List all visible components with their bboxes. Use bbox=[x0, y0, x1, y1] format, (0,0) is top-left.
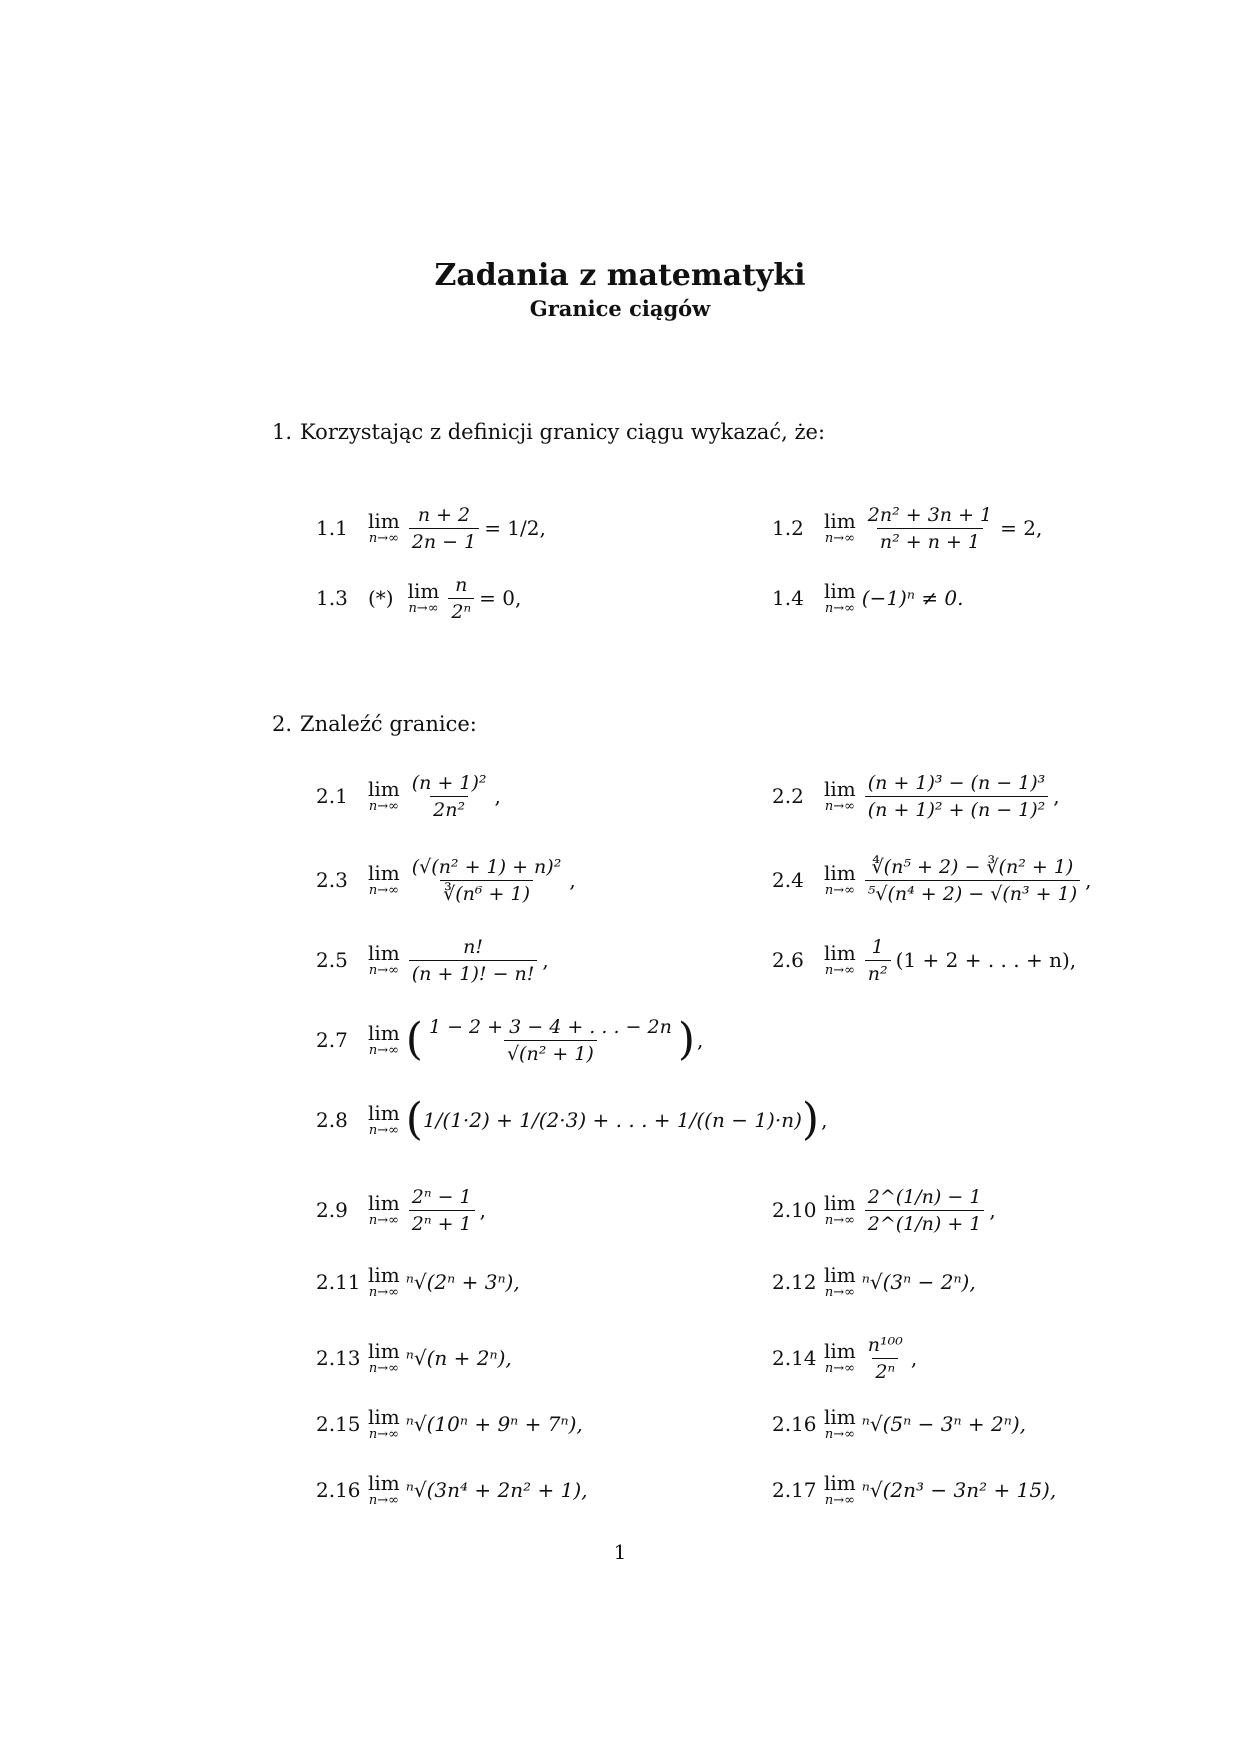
problem-number: 2.16 bbox=[316, 1478, 361, 1502]
expression-tail: , bbox=[821, 1108, 828, 1132]
fraction: $\frac{\text{(√(n² + 1) + n)²}}{\text{∛(n⁶ + 1)}}$ bbox=[411, 855, 562, 905]
expression-tail: , bbox=[494, 784, 501, 808]
problem-2-1 bbox=[316, 766, 501, 826]
problem-number: 2.7 bbox=[316, 1028, 348, 1052]
expression-tail: = 2, bbox=[1000, 516, 1043, 540]
section-number: 2. bbox=[272, 712, 293, 736]
expression-tail: , bbox=[696, 1028, 704, 1052]
problem-number: 1.3 bbox=[316, 586, 348, 610]
problem-2-10 bbox=[772, 1180, 996, 1240]
problem-number: 2.12 bbox=[772, 1270, 817, 1294]
fraction: $\frac{n}{\text{2ⁿ}}$ bbox=[448, 573, 474, 624]
fraction: $\frac{\text{(n + 1)²}}{\text{2n²}}$ bbox=[411, 771, 487, 821]
fraction: $\frac{1 - 2 + 3 - 4 + . . . - 2n}{\text{√(n² + 1)}}$ bbox=[428, 1015, 672, 1065]
fraction: $\frac{\text{n¹⁰⁰}}{\text{2ⁿ}}$ bbox=[867, 1333, 903, 1383]
expression: ⁿ√(10ⁿ + 9ⁿ + 7ⁿ), bbox=[405, 1412, 583, 1436]
page-subtitle: Granice ciągów bbox=[529, 296, 711, 321]
left-paren: ( bbox=[405, 1094, 423, 1145]
left-paren: ( bbox=[405, 1014, 423, 1065]
problem-2-11 bbox=[316, 1252, 520, 1312]
expression-tail: , bbox=[542, 948, 549, 972]
problem-2-14 bbox=[772, 1328, 917, 1388]
problem-2-4 bbox=[772, 850, 1092, 910]
expression-tail: , bbox=[479, 1198, 487, 1222]
problem-number: 2.10 bbox=[772, 1198, 817, 1222]
expression: ⁿ√(3ⁿ − 2ⁿ), bbox=[861, 1270, 976, 1294]
fraction: $\frac{\text{(n + 1)³ − (n − 1)³}}{\text{(n + 1)² + (n − 1)²}}$ bbox=[865, 771, 1049, 822]
problem-number: 2.2 bbox=[772, 784, 804, 808]
fraction: $\frac{\text{∜(n⁵ + 2) − ∛(n² + 1)}}{\text{⁵√(n⁴ + 2) − √(n³ + 1)}}$ bbox=[865, 855, 1080, 906]
limit-operator: lim n→∞ bbox=[824, 579, 856, 616]
problem-2-9 bbox=[316, 1180, 486, 1240]
problem-2-17 bbox=[772, 1460, 1056, 1520]
limit-operator: lim n→∞ bbox=[368, 1263, 400, 1300]
problem-2-16b bbox=[316, 1460, 588, 1520]
problem-1-4 bbox=[772, 568, 964, 628]
problem-number: 2.17 bbox=[772, 1478, 817, 1502]
limit-operator: lim n→∞ bbox=[824, 777, 856, 814]
expression-tail: , bbox=[569, 868, 576, 892]
expression-tail: , bbox=[910, 1346, 918, 1370]
limit-operator: lim n→∞ bbox=[368, 1339, 400, 1376]
problem-number: 2.8 bbox=[316, 1108, 348, 1132]
limit-operator: lim n→∞ bbox=[824, 1405, 856, 1442]
limit-operator: lim n→∞ bbox=[407, 579, 440, 616]
section-2-heading bbox=[272, 712, 477, 736]
problem-number: 1.2 bbox=[772, 516, 804, 540]
problem-number: 2.6 bbox=[772, 948, 804, 972]
limit-operator: lim n→∞ bbox=[824, 941, 856, 978]
problem-number: 2.4 bbox=[772, 868, 804, 892]
page-number: 1 bbox=[613, 1540, 627, 1564]
fraction: $\frac{n + 2}{2n - 1}$ bbox=[409, 503, 479, 554]
limit-operator: lim n→∞ bbox=[368, 509, 400, 546]
difficulty-marker: (*) bbox=[368, 586, 394, 610]
problem-number: 2.5 bbox=[316, 948, 348, 972]
fraction: $\frac{\text{2n² + 3n + 1}}{\text{n² + n + 1}}$ bbox=[867, 503, 993, 553]
expression: ⁿ√(5ⁿ − 3ⁿ + 2ⁿ), bbox=[861, 1412, 1027, 1436]
limit-operator: lim n→∞ bbox=[824, 861, 856, 898]
expression-tail: = 0, bbox=[479, 586, 522, 610]
problem-number: 2.13 bbox=[316, 1346, 361, 1370]
problem-number: 2.1 bbox=[316, 784, 348, 808]
problem-1-3 bbox=[316, 568, 521, 628]
expression: ⁿ√(2ⁿ + 3ⁿ), bbox=[405, 1270, 520, 1294]
problem-number: 2.15 bbox=[316, 1412, 361, 1436]
expression: 1/(1·2) + 1/(2·3) + . . . + 1/((n − 1)·n) bbox=[422, 1108, 802, 1132]
problem-2-12 bbox=[772, 1252, 976, 1312]
expression-tail: , bbox=[1053, 784, 1060, 808]
section-1-heading bbox=[272, 420, 825, 444]
problem-1-1 bbox=[316, 498, 546, 558]
problem-2-15 bbox=[316, 1394, 583, 1454]
expression-tail: = 1/2, bbox=[484, 516, 546, 540]
page-title: Zadania z matematyki bbox=[434, 258, 806, 293]
expression-tail: (1 + 2 + . . . + n), bbox=[895, 948, 1077, 972]
problem-2-2 bbox=[772, 766, 1060, 826]
expression: ⁿ√(3n⁴ + 2n² + 1), bbox=[405, 1478, 588, 1502]
limit-operator: lim n→∞ bbox=[824, 1263, 856, 1300]
problem-number: 2.16 bbox=[772, 1412, 817, 1436]
problem-1-2 bbox=[772, 498, 1042, 558]
section-text: Korzystając z definicji granicy ciągu wykazać, że: bbox=[300, 420, 826, 444]
problem-2-8 bbox=[316, 1090, 827, 1150]
limit-operator: lim n→∞ bbox=[824, 509, 856, 546]
expression: (−1)ⁿ ≠ 0. bbox=[861, 586, 964, 610]
problem-2-7 bbox=[316, 1010, 703, 1070]
section-number: 1. bbox=[272, 420, 293, 444]
problem-2-13 bbox=[316, 1328, 512, 1388]
expression: ⁿ√(2n³ − 3n² + 15), bbox=[861, 1478, 1057, 1502]
limit-operator: lim n→∞ bbox=[824, 1191, 856, 1228]
problem-2-6 bbox=[772, 930, 1076, 990]
fraction: $\frac{n!}{(n + 1)! - n!}$ bbox=[409, 935, 538, 986]
expression: ⁿ√(n + 2ⁿ), bbox=[405, 1346, 512, 1370]
problem-number: 2.14 bbox=[772, 1346, 817, 1370]
problem-number: 2.11 bbox=[316, 1270, 361, 1294]
limit-operator: lim n→∞ bbox=[368, 1471, 400, 1508]
right-paren: ) bbox=[677, 1014, 695, 1065]
limit-operator: lim n→∞ bbox=[368, 941, 400, 978]
limit-operator: lim n→∞ bbox=[368, 1405, 400, 1442]
fraction: $\frac{1}{\text{n²}}$ bbox=[865, 935, 891, 986]
expression-tail: , bbox=[989, 1198, 996, 1222]
limit-operator: lim n→∞ bbox=[368, 777, 400, 814]
problem-number: 1.1 bbox=[316, 516, 348, 540]
section-text: Znaleźć granice: bbox=[300, 712, 477, 736]
limit-operator: lim n→∞ bbox=[824, 1339, 856, 1376]
fraction: $\frac{2\^{}(1/n) - 1}{2\^{}(1/n) + 1}$ bbox=[865, 1185, 985, 1236]
problem-number: 2.9 bbox=[316, 1198, 348, 1222]
limit-operator: lim n→∞ bbox=[368, 1101, 400, 1138]
limit-operator: lim n→∞ bbox=[824, 1471, 856, 1508]
limit-operator: lim n→∞ bbox=[368, 861, 400, 898]
problem-number: 1.4 bbox=[772, 586, 804, 610]
fraction: $\frac{\text{2ⁿ − 1}}{\text{2ⁿ + 1}}$ bbox=[409, 1185, 475, 1236]
expression-tail: , bbox=[1085, 868, 1092, 892]
problem-number: 2.3 bbox=[316, 868, 348, 892]
problem-2-3 bbox=[316, 850, 576, 910]
problem-2-5 bbox=[316, 930, 549, 990]
limit-operator: lim n→∞ bbox=[368, 1021, 400, 1058]
limit-operator: lim n→∞ bbox=[368, 1191, 400, 1228]
right-paren: ) bbox=[801, 1094, 820, 1145]
problem-2-16a bbox=[772, 1394, 1026, 1454]
